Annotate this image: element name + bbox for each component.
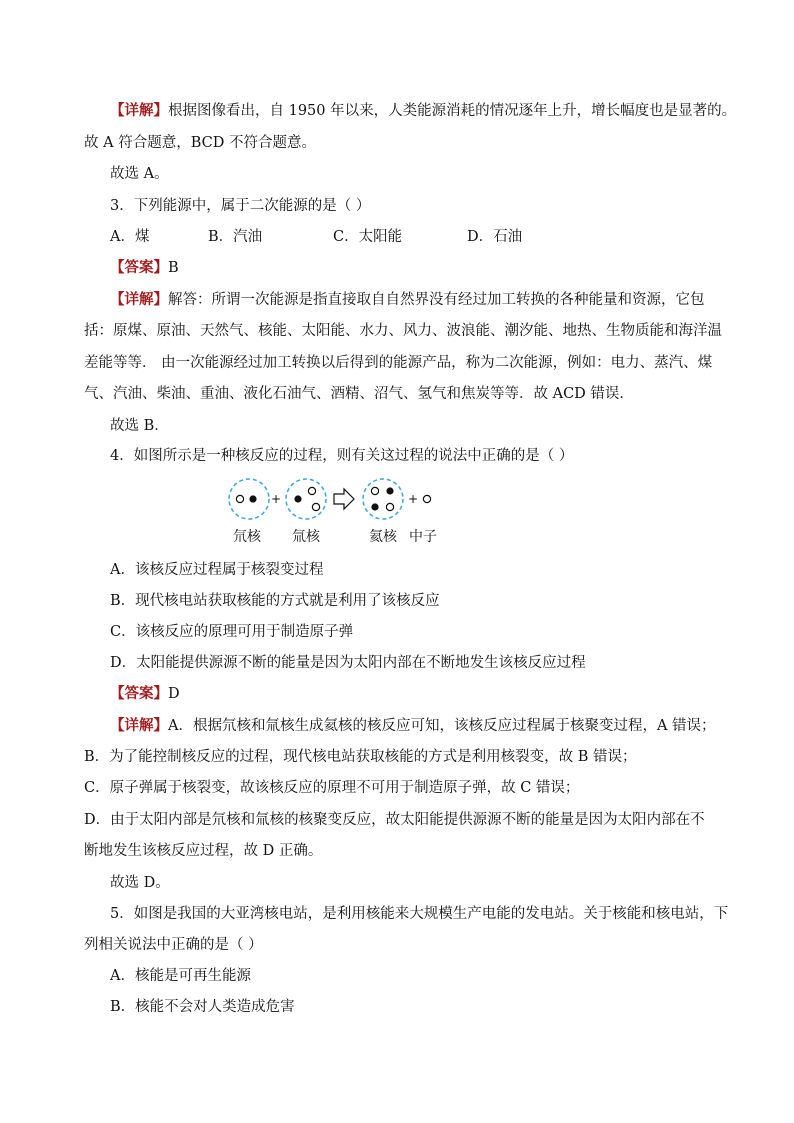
tritium-nucleus-circle [286, 479, 326, 519]
q3-option-c: C．太阳能 [333, 229, 403, 245]
detail-line: 括：原煤、原油、天然气、核能、太阳能、水力、风力、波浪能、潮汐能、地热、生物质能和海洋温 [84, 323, 722, 339]
helium-nucleus-circle [363, 479, 403, 519]
fusion-diagram-graphic [226, 476, 446, 526]
detail-line: D．由于太阳内部是氘核和氚核的核聚变反应，故太阳能提供源源不断的能量是因为太阳内部在不 [84, 812, 705, 828]
proton-dot [249, 495, 256, 502]
detail-line: C．原子弹属于核裂变，故该核反应的原理不可用于制造原子弹，故 C 错误； [84, 780, 580, 796]
proton-dot [294, 495, 301, 502]
reaction-arrow-icon [334, 489, 354, 509]
q3-detail: 【详解】解答：所谓一次能源是指直接取自自然界没有经过加工转换的各种能量和资源，它包 [110, 291, 705, 308]
neutron-dot [312, 503, 319, 510]
question-3-stem: 3．下列能源中，属于二次能源的是（ ） [110, 198, 371, 214]
q4-option-a: A．该核反应过程属于核裂变过程 [110, 562, 324, 578]
free-neutron-dot [423, 495, 430, 502]
q5-option-a: A．核能是可再生能源 [110, 968, 251, 984]
q4-detail: 【详解】A．根据氘核和氚核生成氦核的核反应可知，该核反应过程属于核聚变过程，A 错误； [110, 717, 716, 734]
label-neutron: 中子 [409, 529, 437, 545]
answer-tag: 【答案】 [110, 259, 168, 276]
neutron-dot [308, 487, 315, 494]
detail-line: B．为了能控制核反应的过程，现代核电站获取核能的方式是利用核裂变，故 B 错误； [84, 749, 637, 765]
question-4-stem: 4．如图所示是一种核反应的过程，则有关这过程的说法中正确的是（ ） [110, 448, 574, 464]
q4-option-d: D．太阳能提供源源不断的能量是因为太阳内部在不断地发生该核反应过程 [110, 655, 586, 671]
label-tritium: 氚核 [292, 529, 320, 545]
label-deuterium: 氘核 [233, 529, 261, 545]
detail-tag: 【详解】 [110, 102, 168, 119]
conclusion: 故选 D。 [110, 875, 170, 891]
neutron-dot [386, 503, 393, 510]
q4-answer: 【答案】D [110, 685, 180, 702]
neutron-dot [371, 487, 378, 494]
detail-tag: 【详解】 [110, 717, 168, 734]
answer-tag: 【答案】 [110, 685, 168, 702]
conclusion: 故选 A。 [110, 166, 169, 182]
nuclear-fusion-diagram [226, 476, 446, 550]
proton-dot [371, 503, 378, 510]
q3-option-b: B．汽油 [208, 229, 263, 245]
plus-sign: + [270, 492, 282, 506]
q3-answer: 【答案】B [110, 259, 179, 276]
proton-dot [386, 487, 393, 494]
detail-tag: 【详解】 [110, 291, 168, 308]
conclusion: 故选 B． [110, 418, 169, 434]
detail-line: 气、汽油、柴油、重油、液化石油气、酒精、沼气、氢气和焦炭等等．故 ACD 错误． [84, 386, 634, 402]
deuterium-nucleus-circle [229, 479, 269, 519]
q5-option-b: B．核能不会对人类造成危害 [110, 999, 295, 1015]
detail-line: 差能等等． 由一次能源经过加工转换以后得到的能源产品，称为二次能源，例如：电力、蒸汽、煤 [84, 355, 713, 371]
q4-option-c: C．该核反应的原理可用于制造原子弹 [110, 624, 354, 640]
q3-option-a: A．煤 [110, 229, 150, 245]
neutron-dot [236, 495, 243, 502]
detail-line: 断地发生该核反应过程，故 D 正确。 [84, 843, 323, 859]
question-5-stem-cont: 列相关说法中正确的是（ ） [84, 937, 263, 953]
question-5-stem: 5．如图是我国的大亚湾核电站，是利用核能来大规模生产电能的发电站。关于核能和核电站，下 [110, 906, 729, 922]
label-helium: 氦核 [369, 529, 397, 545]
q4-option-b: B．现代核电站获取核能的方式就是利用了该核反应 [110, 593, 440, 609]
plus-sign: + [407, 492, 419, 506]
detail-line: 故 A 符合题意，BCD 不符合题意。 [84, 135, 316, 151]
detail-paragraph-q2: 【详解】根据图像看出，自 1950 年以来，人类能源消耗的情况逐年上升，增长幅度也是显著的。 [110, 102, 737, 119]
q3-option-d: D．石油 [467, 229, 523, 245]
